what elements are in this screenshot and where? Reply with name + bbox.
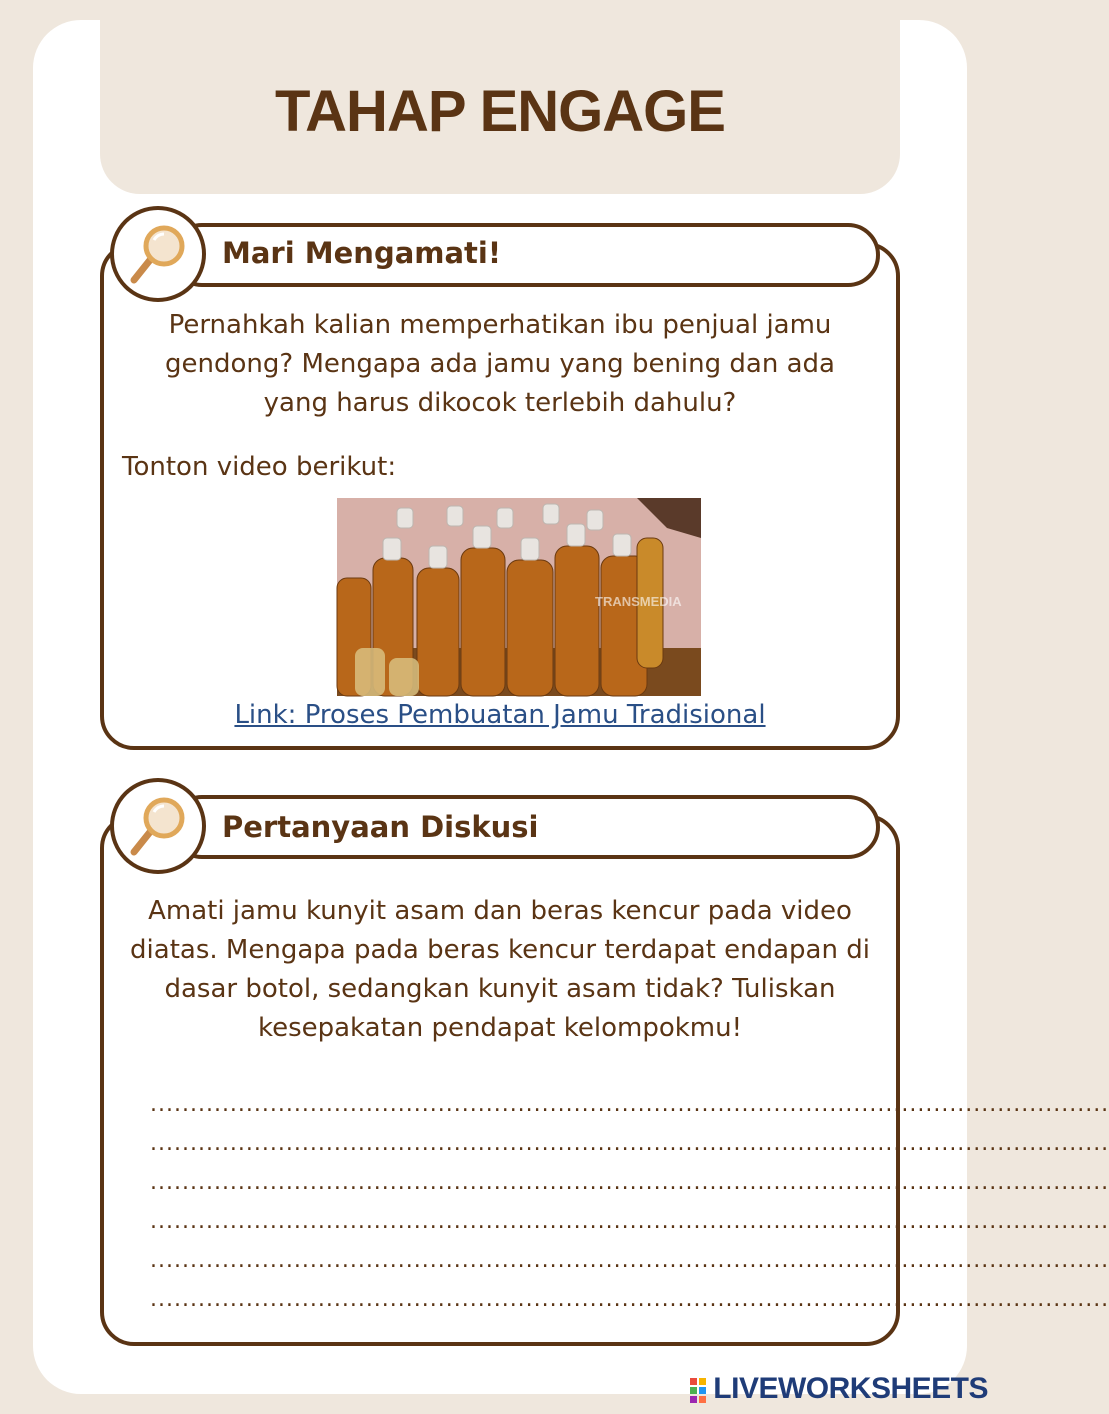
observe-question: Pernahkah kalian memperhatikan ibu penjual jamu gendong? Mengapa ada jamu yang bening dan ada yang harus dikocok terlebih dahulu? — [165, 310, 835, 418]
answer-line[interactable]: ........................................................................................................................ — [150, 1131, 1109, 1156]
answer-line[interactable]: ........................................................................................................................ — [150, 1092, 1109, 1117]
page-title: TAHAP ENGAGE — [275, 79, 725, 144]
brand-logo[interactable]: LIVEWORKSHEETS — [713, 1372, 988, 1405]
discussion-badge — [110, 778, 206, 874]
answer-line[interactable]: ........................................................................................................................ — [150, 1209, 1109, 1234]
observe-badge — [110, 206, 206, 302]
video-link[interactable]: Link: Proses Pembuatan Jamu Tradisional — [234, 700, 766, 730]
answer-line[interactable]: ........................................................................................................................ — [150, 1287, 1109, 1312]
video-watermark: TRANSMEDIA — [595, 594, 682, 609]
video-thumbnail[interactable] — [337, 498, 701, 696]
jamu-bottles-image — [337, 498, 701, 696]
observe-heading: Mari Mengamati! — [222, 236, 502, 270]
watch-label: Tonton video berikut: — [122, 452, 397, 482]
answer-line[interactable]: ........................................................................................................................ — [150, 1170, 1109, 1195]
discussion-question: Amati jamu kunyit asam dan beras kencur pada video diatas. Mengapa pada beras kencur terdapat endapan di dasar botol, sedangkan kunyit asam tidak? Tuliskan kesepakatan pendapat kelompokmu! — [130, 896, 870, 1043]
answer-line[interactable]: ........................................................................................................................ — [150, 1248, 1109, 1273]
discussion-heading: Pertanyaan Diskusi — [222, 810, 539, 844]
magnifier-icon — [126, 794, 190, 858]
liveworksheets-logo-icon — [690, 1378, 716, 1404]
magnifier-icon — [126, 222, 190, 286]
